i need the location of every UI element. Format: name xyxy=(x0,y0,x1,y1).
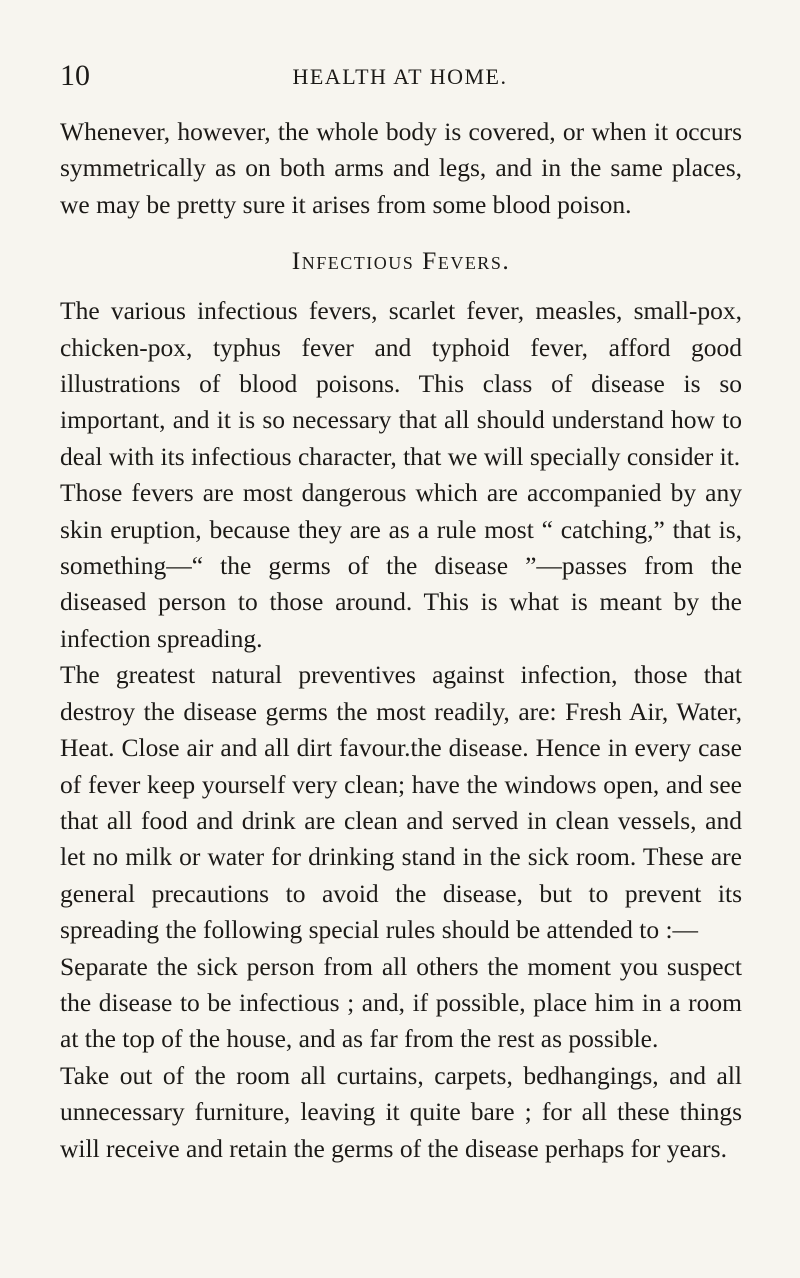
paragraph-dangerous-fevers: Those fevers are most dangerous which are accompanied by any skin eruption, because they are as a rule most “ catching,” that is, something—“ the germs of the disease ”—passes from the diseased person to those around. This is what is meant by the infection spreading. xyxy=(60,478,742,653)
intro-paragraph: Whenever, however, the whole body is covered, or when it occurs symmetrically as on both arms and legs, and in the same places, we may be pretty sure it arises from some blood poison. xyxy=(60,117,742,219)
running-head xyxy=(0,56,800,96)
paragraph-separate-sick-person: Separate the sick person from all others the moment you suspect the disease to be infectious ; and, if possible, place him in a room at the top of the house, and as far from the rest as possible. xyxy=(60,951,742,1054)
paragraph-clear-room: Take out of the room all curtains, carpets, bedhangings, and all unnecessary furniture, leaving it quite bare ; for all these things will receive and retain the germs of the disease perhaps for years. xyxy=(60,1060,742,1163)
section-heading: Infectious Fevers. xyxy=(291,246,511,276)
body-text xyxy=(60,114,742,1167)
paragraph-natural-preventives: The greatest natural preventives against infection, those that destroy the disease germs the most readily, are: Fresh Air, Water, Heat. Close air and all dirt favour.the disease. Hence in every case of fever keep yourself very clean; have the windows open, and see that all food and drink are clean and served in clean vessels, and let no milk or water for drinking stand in the sick room. These are general precautions to avoid the disease, but to prevent its spreading the following special rules should be attended to :— xyxy=(60,660,742,945)
page-number: 10 xyxy=(60,59,90,92)
paragraph-infectious-fevers: The various infectious fevers, scarlet fever, measles, small-pox, chicken-pox, typhus fever and typhoid fever, afford good illustrations of blood poisons. This class of disease is so important, and it is so necessary that all should understand how to deal with its infectious character, that we will specially consider it. xyxy=(60,296,742,471)
running-title: HEALTH AT HOME. xyxy=(292,64,508,89)
